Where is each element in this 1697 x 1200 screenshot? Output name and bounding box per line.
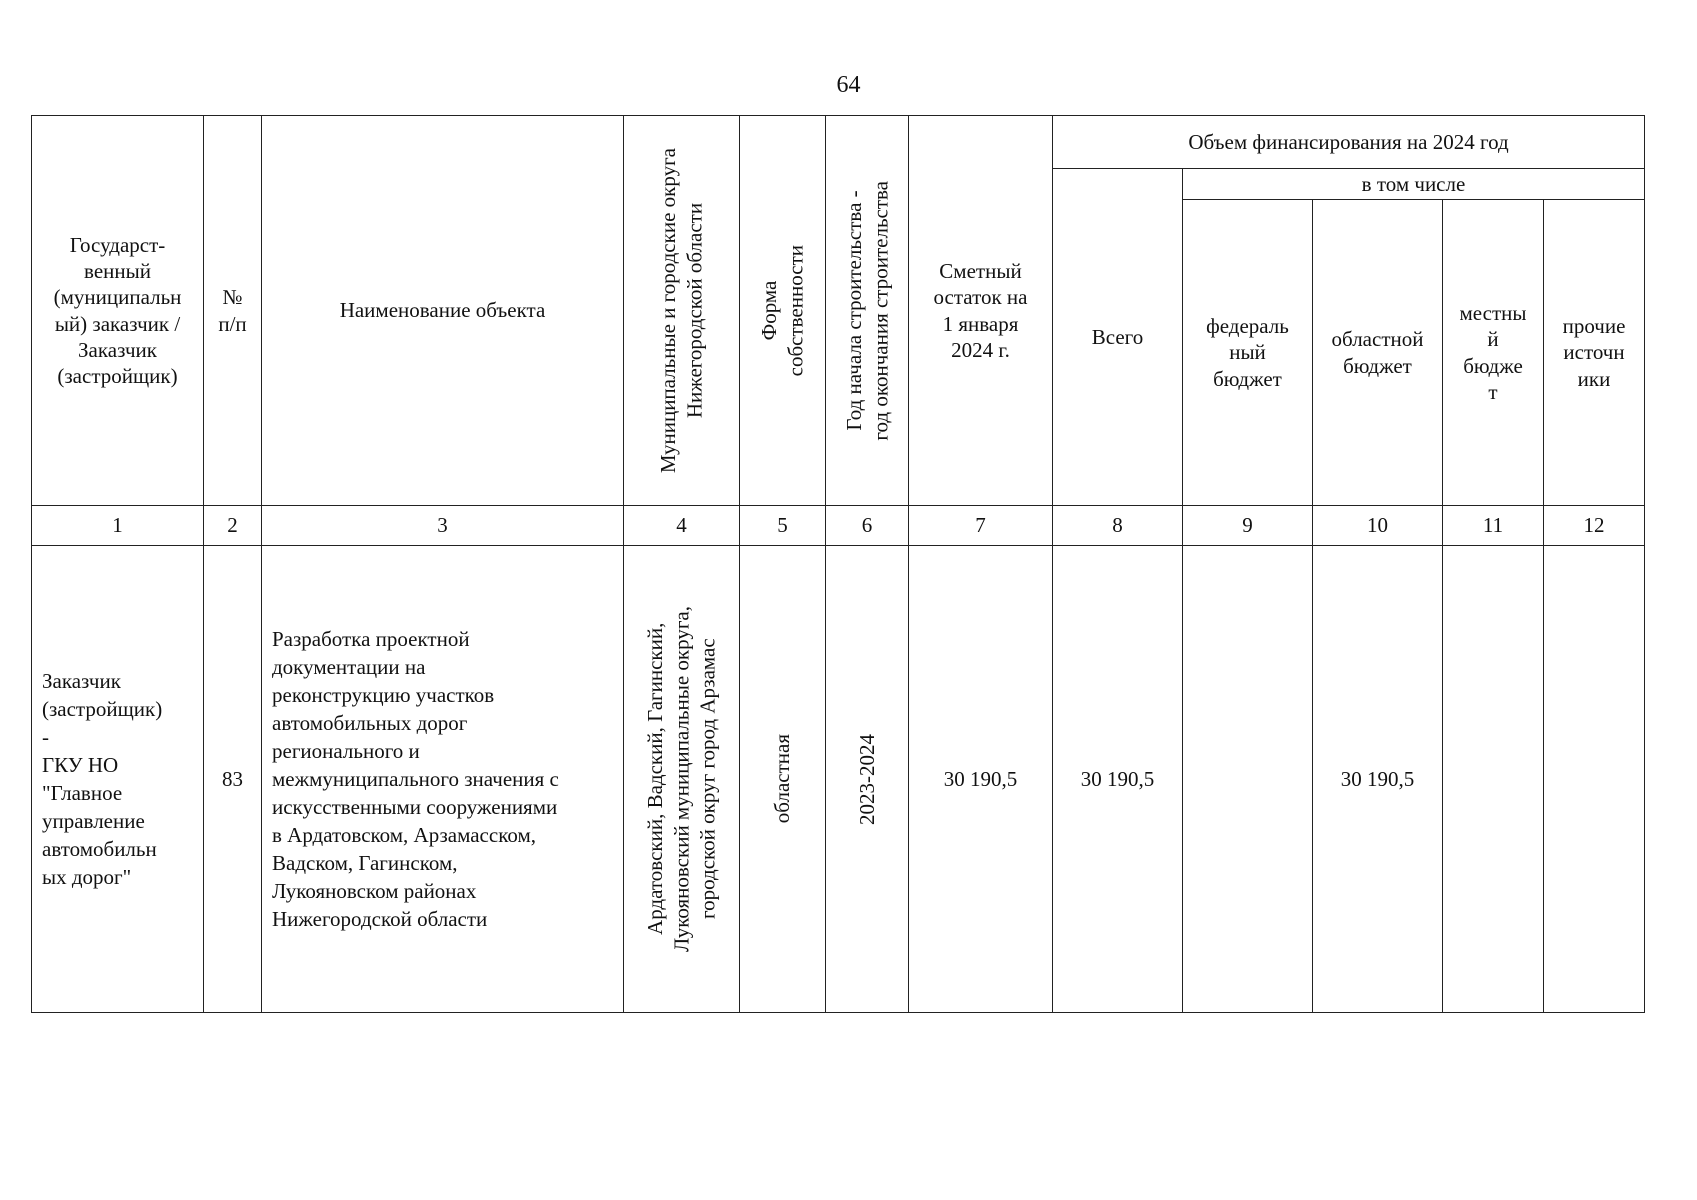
ownership-cell bbox=[740, 546, 826, 1013]
years-cell bbox=[826, 546, 909, 1013]
years-text: 2023-2024 bbox=[854, 733, 879, 825]
header-regional: областной бюджет bbox=[1313, 200, 1443, 506]
total-cell: 30 190,5 bbox=[1053, 546, 1183, 1013]
header-total: Всего bbox=[1053, 169, 1183, 506]
header-ownership-text: Форма собственности bbox=[757, 244, 808, 377]
districts-text: Ардатовский, Вадский, Гагинский, Лукояновский муниципальные округа, городской округ город Арзамас bbox=[643, 606, 720, 952]
column-number: 4 bbox=[624, 506, 740, 546]
header-years bbox=[826, 116, 909, 506]
column-number: 8 bbox=[1053, 506, 1183, 546]
financing-table bbox=[31, 115, 1645, 1013]
column-number: 6 bbox=[826, 506, 909, 546]
header-years-text: Год начала строительства - год окончания строительства bbox=[841, 180, 892, 441]
column-number: 2 bbox=[204, 506, 262, 546]
column-number: 3 bbox=[262, 506, 624, 546]
header-local: местны й бюдже т bbox=[1443, 200, 1544, 506]
object-name-cell: Разработка проектной документации на реконструкцию участков автомобильных дорог регионального и межмуниципального значения с искусственными сооружениями в Ардатовском, Арзамасском, Вадском, Гагинском, Лукояновском районах Нижегородской области bbox=[262, 546, 624, 1013]
header-financing-group: Объем финансирования на 2024 год bbox=[1053, 116, 1645, 169]
federal-cell bbox=[1183, 546, 1313, 1013]
table-row bbox=[32, 546, 1645, 1013]
header-ownership bbox=[740, 116, 826, 506]
column-number: 9 bbox=[1183, 506, 1313, 546]
customer-cell: Заказчик (застройщик) - ГКУ НО "Главное управление автомобильн ых дорог" bbox=[32, 546, 204, 1013]
header-other: прочие источн ики bbox=[1544, 200, 1645, 506]
estimate-balance-cell: 30 190,5 bbox=[909, 546, 1053, 1013]
column-number: 12 bbox=[1544, 506, 1645, 546]
other-cell bbox=[1544, 546, 1645, 1013]
header-estimate-balance: Сметный остаток на 1 января 2024 г. bbox=[909, 116, 1053, 506]
column-number: 7 bbox=[909, 506, 1053, 546]
header-number: № п/п bbox=[204, 116, 262, 506]
regional-cell: 30 190,5 bbox=[1313, 546, 1443, 1013]
header-federal: федераль ный бюджет bbox=[1183, 200, 1313, 506]
column-number: 5 bbox=[740, 506, 826, 546]
column-number: 1 bbox=[32, 506, 204, 546]
header-object-name: Наименование объекта bbox=[262, 116, 624, 506]
header-customer: Государст- венный (муниципальн ый) заказчик / Заказчик (застройщик) bbox=[32, 116, 204, 506]
header-row-1 bbox=[32, 116, 1645, 169]
column-numbers-row bbox=[32, 506, 1645, 546]
local-cell bbox=[1443, 546, 1544, 1013]
column-number: 11 bbox=[1443, 506, 1544, 546]
column-number: 10 bbox=[1313, 506, 1443, 546]
header-including-group: в том числе bbox=[1183, 169, 1645, 200]
header-districts-text: Муниципальные и городские округа Нижегородской области bbox=[656, 147, 707, 474]
ownership-text: областная bbox=[770, 734, 795, 824]
header-districts bbox=[624, 116, 740, 506]
number-cell: 83 bbox=[204, 546, 262, 1013]
page-number: 64 bbox=[836, 72, 861, 98]
districts-cell bbox=[624, 546, 740, 1013]
